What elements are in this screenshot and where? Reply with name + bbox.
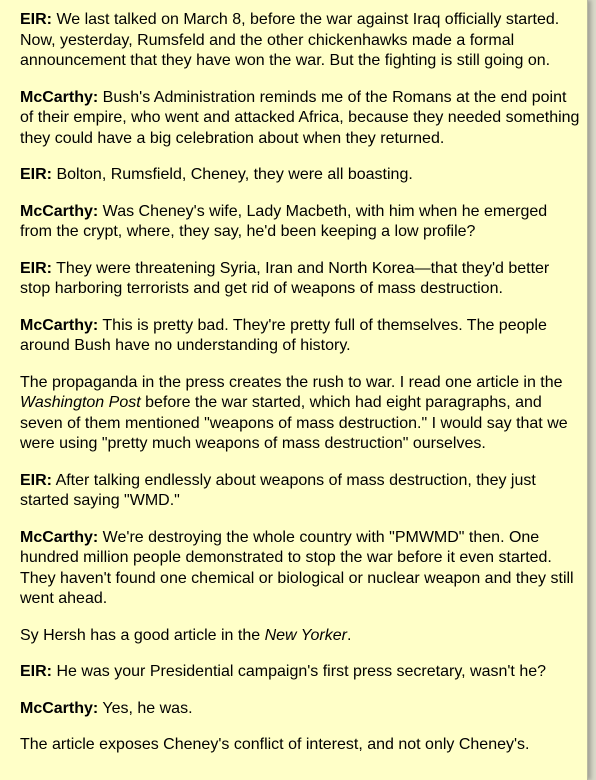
speaker-label: McCarthy: xyxy=(20,88,99,106)
paragraph-text: They were threatening Syria, Iran and North Korea—that they'd better stop harboring terrorists and get rid of weapons of mass destruction. xyxy=(20,259,550,297)
paragraph-text: This is pretty bad. They're pretty full of themselves. The people around Bush have no understanding of history. xyxy=(20,316,547,354)
paragraph-7 xyxy=(20,373,582,455)
speaker-label: McCarthy: xyxy=(20,202,99,220)
paragraph-2 xyxy=(20,88,582,150)
speaker-label: EIR: xyxy=(20,11,52,28)
speaker-label: McCarthy: xyxy=(20,699,99,717)
speaker-label: EIR: xyxy=(20,471,52,489)
speaker-label: McCarthy: xyxy=(20,316,99,334)
paragraph-1 xyxy=(20,10,582,72)
speaker-label: EIR: xyxy=(20,663,52,680)
paragraph-10 xyxy=(20,626,582,647)
paragraph-11 xyxy=(20,662,582,683)
publication-title: New Yorker xyxy=(264,626,347,644)
paragraph-text-pre: Sy Hersh has a good article in the xyxy=(20,626,265,644)
speaker-label: EIR: xyxy=(20,259,52,277)
paragraph-text: Bush's Administration reminds me of the Romans at the end point of their empire, who went and attacked Africa, because they needed something they could have a big celebration about when they returned. xyxy=(20,88,580,147)
paragraph-text-post: before the war started, which had eight paragraphs, and seven of them mentioned "weapons of mass destruction." I would say that we were using "pretty much weapons of mass destruction" ourselves. xyxy=(20,394,568,452)
paragraph-3 xyxy=(20,165,582,186)
speaker-label: EIR: xyxy=(20,166,52,183)
speaker-label: McCarthy: xyxy=(20,528,99,546)
paragraph-9 xyxy=(20,528,582,610)
paragraph-6 xyxy=(20,316,582,357)
paragraph-text-post: . xyxy=(346,626,352,644)
paragraph-text: We're destroying the whole country with "PMWMD" then. One hundred million people demonstrated to stop the war before it even started. They haven't found one chemical or biological or nuclear weapon and they still went ahead. xyxy=(20,528,574,607)
paragraph-text: The article exposes Cheney's conflict of interest, and not only Cheney's. xyxy=(20,736,530,753)
paragraph-text: Bolton, Rumsfield, Cheney, they were all boasting. xyxy=(52,166,413,183)
paragraph-5 xyxy=(20,259,582,300)
paragraph-13 xyxy=(20,735,582,756)
paragraph-8 xyxy=(20,471,582,512)
interview-transcript xyxy=(20,10,582,772)
paragraph-text: After talking endlessly about weapons of mass destruction, they just started saying "WMD." xyxy=(20,471,536,509)
paragraph-12 xyxy=(20,699,582,720)
paragraph-text: We last talked on March 8, before the war against Iraq officially started. Now, yesterday, Rumsfeld and the other chickenhawks made a formal announcement that they have won the war. But the fighting is still going on. xyxy=(20,11,560,69)
paragraph-text: He was your Presidential campaign's first press secretary, wasn't he? xyxy=(52,663,547,680)
publication-title: Washington Post xyxy=(20,394,141,411)
paragraph-4 xyxy=(20,202,582,243)
paragraph-text: Was Cheney's wife, Lady Macbeth, with him when he emerged from the crypt, where, they say, he'd been keeping a low profile? xyxy=(20,202,548,240)
paragraph-text: Yes, he was. xyxy=(98,699,193,717)
paragraph-text-pre: The propaganda in the press creates the rush to war. I read one article in the xyxy=(20,373,563,391)
